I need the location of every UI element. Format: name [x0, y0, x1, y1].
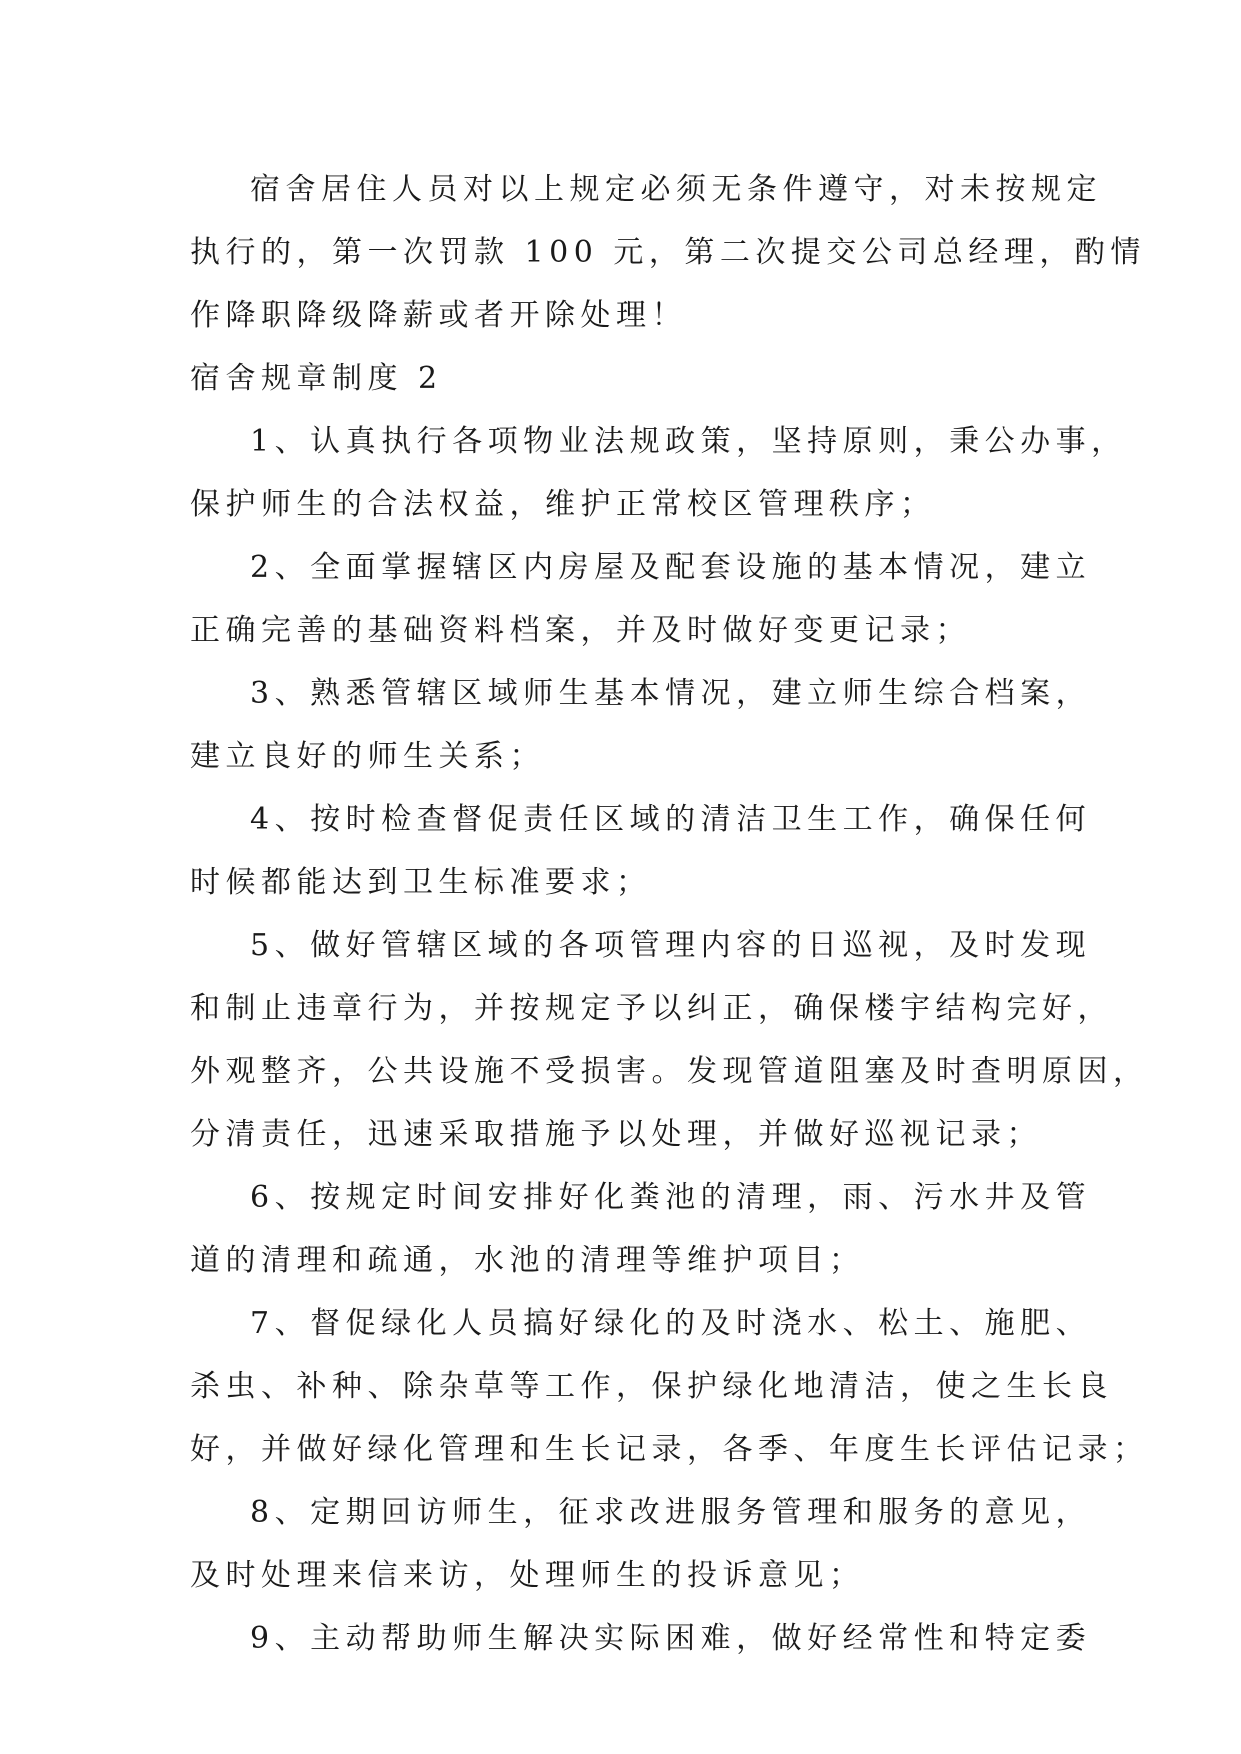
text-line: 7、督促绿化人员搞好绿化的及时浇水、松土、施肥、: [250, 1306, 1092, 1341]
text-line: 及时处理来信来访，处理师生的投诉意见；: [190, 1558, 865, 1593]
text-line: 1、认真执行各项物业法规政策，坚持原则，秉公办事，: [250, 424, 1127, 459]
rule-item-4: [190, 788, 1092, 914]
rule-item-7: [190, 1292, 1149, 1481]
text-line: 保护师生的合法权益，维护正常校区管理秩序；: [190, 487, 936, 522]
rule-item-8: [190, 1481, 1092, 1607]
document-body: [190, 158, 1149, 1670]
text-line: 分清责任，迅速采取措施予以处理，并做好巡视记录；: [190, 1117, 1042, 1152]
rule-item-5: [190, 914, 1149, 1166]
text-line: 建立良好的师生关系；: [190, 739, 545, 774]
rule-item-1: [190, 410, 1127, 536]
text-line: 好，并做好绿化管理和生长记录，各季、年度生长评估记录；: [190, 1432, 1149, 1467]
section-title: 宿舍规章制度 2: [190, 361, 443, 396]
text-line: 杀虫、补种、除杂草等工作，保护绿化地清洁，使之生长良: [190, 1369, 1113, 1404]
text-line: 宿舍居住人员对以上规定必须无条件遵守，对未按规定: [250, 172, 1102, 207]
rule-item-3: [190, 662, 1092, 788]
rule-item-9: [190, 1607, 1092, 1670]
text-line: 和制止违章行为，并按规定予以纠正，确保楼宇结构完好，: [190, 991, 1113, 1026]
text-line: 8、定期回访师生，征求改进服务管理和服务的意见，: [250, 1495, 1092, 1530]
text-line: 6、按规定时间安排好化粪池的清理，雨、污水井及管: [250, 1180, 1092, 1215]
rule-item-6: [190, 1166, 1092, 1292]
intro-paragraph: [190, 158, 1146, 347]
text-line: 5、做好管辖区域的各项管理内容的日巡视，及时发现: [250, 928, 1092, 963]
rule-item-2: [190, 536, 1092, 662]
text-line: 9、主动帮助师生解决实际困难，做好经常性和特定委: [250, 1621, 1092, 1656]
text-line: 2、全面掌握辖区内房屋及配套设施的基本情况，建立: [250, 550, 1092, 585]
text-line: 执行的，第一次罚款 100 元，第二次提交公司总经理，酌情: [190, 235, 1146, 270]
text-line: 4、按时检查督促责任区域的清洁卫生工作，确保任何: [250, 802, 1092, 837]
text-line: 外观整齐，公共设施不受损害。发现管道阻塞及时查明原因，: [190, 1054, 1149, 1089]
text-line: 时候都能达到卫生标准要求；: [190, 865, 652, 900]
text-line: 3、熟悉管辖区域师生基本情况，建立师生综合档案，: [250, 676, 1092, 711]
text-line: 作降职降级降薪或者开除处理！: [190, 298, 687, 333]
text-line: 正确完善的基础资料档案，并及时做好变更记录；: [190, 613, 971, 648]
text-line: 道的清理和疏通，水池的清理等维护项目；: [190, 1243, 865, 1278]
